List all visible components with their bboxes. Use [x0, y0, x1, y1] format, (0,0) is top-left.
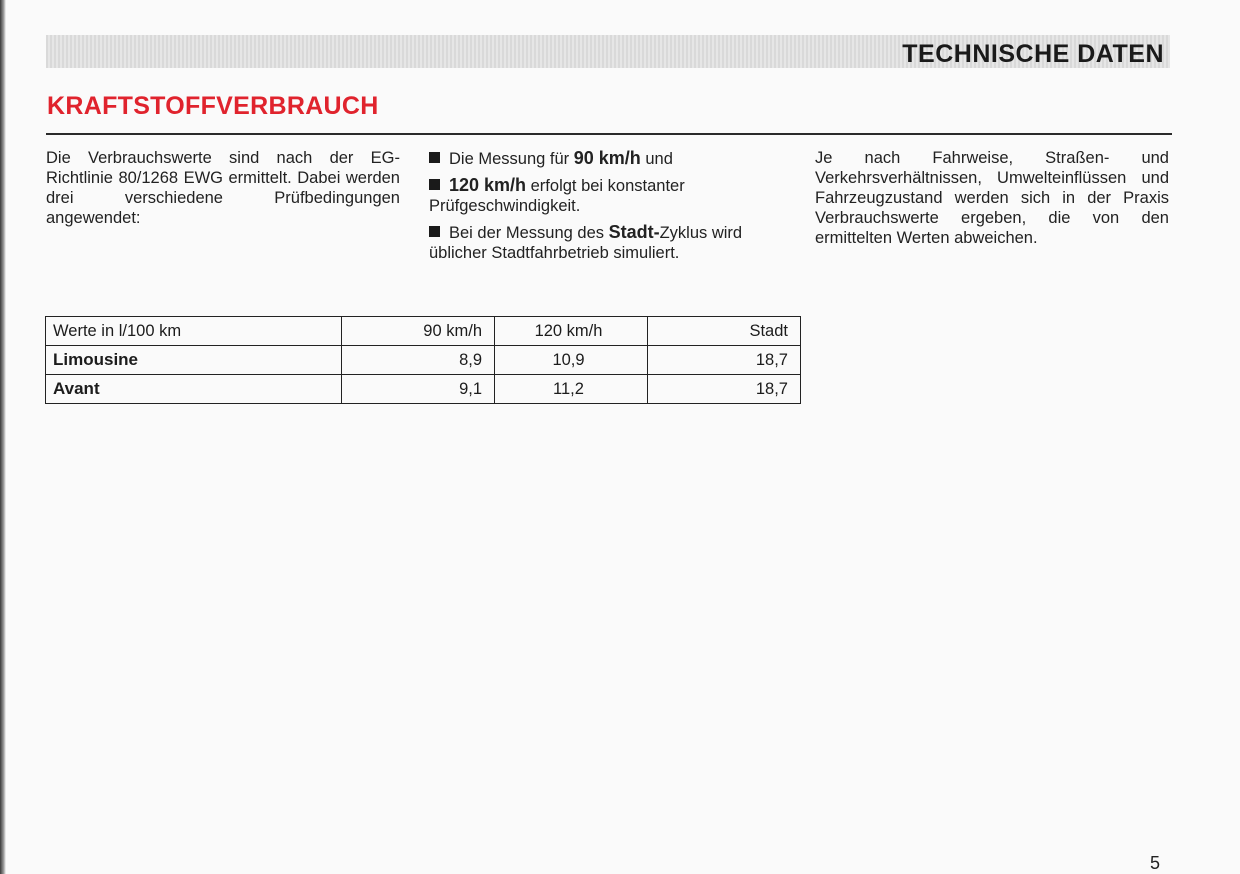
row-label: Limousine — [46, 346, 342, 375]
bullet-bold-text: Stadt- — [608, 222, 660, 242]
bullet-item — [429, 148, 787, 169]
table-header-cell: Werte in l/100 km — [46, 317, 342, 346]
table-row — [46, 346, 801, 375]
conditions-column — [429, 148, 787, 269]
table-header-cell: 90 km/h — [342, 317, 495, 346]
chapter-title: TECHNISCHE DATEN — [902, 40, 1164, 68]
square-bullet-icon — [429, 152, 440, 163]
table-cell: 8,9 — [342, 346, 495, 375]
bullet-bold-text: 90 km/h — [573, 148, 641, 168]
bullet-text: erfolgt bei konstanter Prüfgeschwindigkeit. — [429, 177, 685, 215]
intro-text: Die Verbrauchswerte sind nach der EG-Richtlinie 80/1268 EWG ermittelt. Dabei werden drei verschiedene Prüfbedingungen angewendet: — [46, 149, 400, 227]
bullet-text: Zyklus wird üblicher Stadtfahrbetrieb simuliert. — [429, 224, 743, 262]
row-label: Avant — [46, 375, 342, 404]
table-row — [46, 375, 801, 404]
table-cell: 11,2 — [495, 375, 648, 404]
note-text: Je nach Fahrweise, Straßen- und Verkehrsverhältnissen, Umwelteinflüssen und Fahrzeugzustand werden sich in der Praxis Verbrauchswerte ergeben, die von den ermittelten Werten abweichen. — [815, 149, 1169, 247]
table-cell: 18,7 — [648, 375, 801, 404]
bullet-text: Bei der Messung des — [449, 224, 609, 242]
square-bullet-icon — [429, 226, 440, 237]
note-column — [815, 148, 1169, 254]
page-number: 5 — [1150, 853, 1161, 873]
square-bullet-icon — [429, 179, 440, 190]
table-cell: 10,9 — [495, 346, 648, 375]
bullet-text: und — [640, 150, 673, 168]
table-header-cell: Stadt — [648, 317, 801, 346]
section-divider — [46, 133, 1172, 135]
bullet-bold-text: 120 km/h — [449, 175, 527, 195]
bullet-item — [429, 175, 787, 216]
bullet-text: Die Messung für — [449, 150, 574, 168]
section-title: KRAFTSTOFFVERBRAUCH — [47, 92, 379, 120]
page-binding-edge — [0, 0, 6, 874]
fuel-consumption-table — [45, 316, 801, 404]
intro-column — [46, 148, 400, 234]
table-header-cell: 120 km/h — [495, 317, 648, 346]
table-header-row — [46, 317, 801, 346]
table-cell: 9,1 — [342, 375, 495, 404]
table-cell: 18,7 — [648, 346, 801, 375]
bullet-item — [429, 222, 787, 263]
